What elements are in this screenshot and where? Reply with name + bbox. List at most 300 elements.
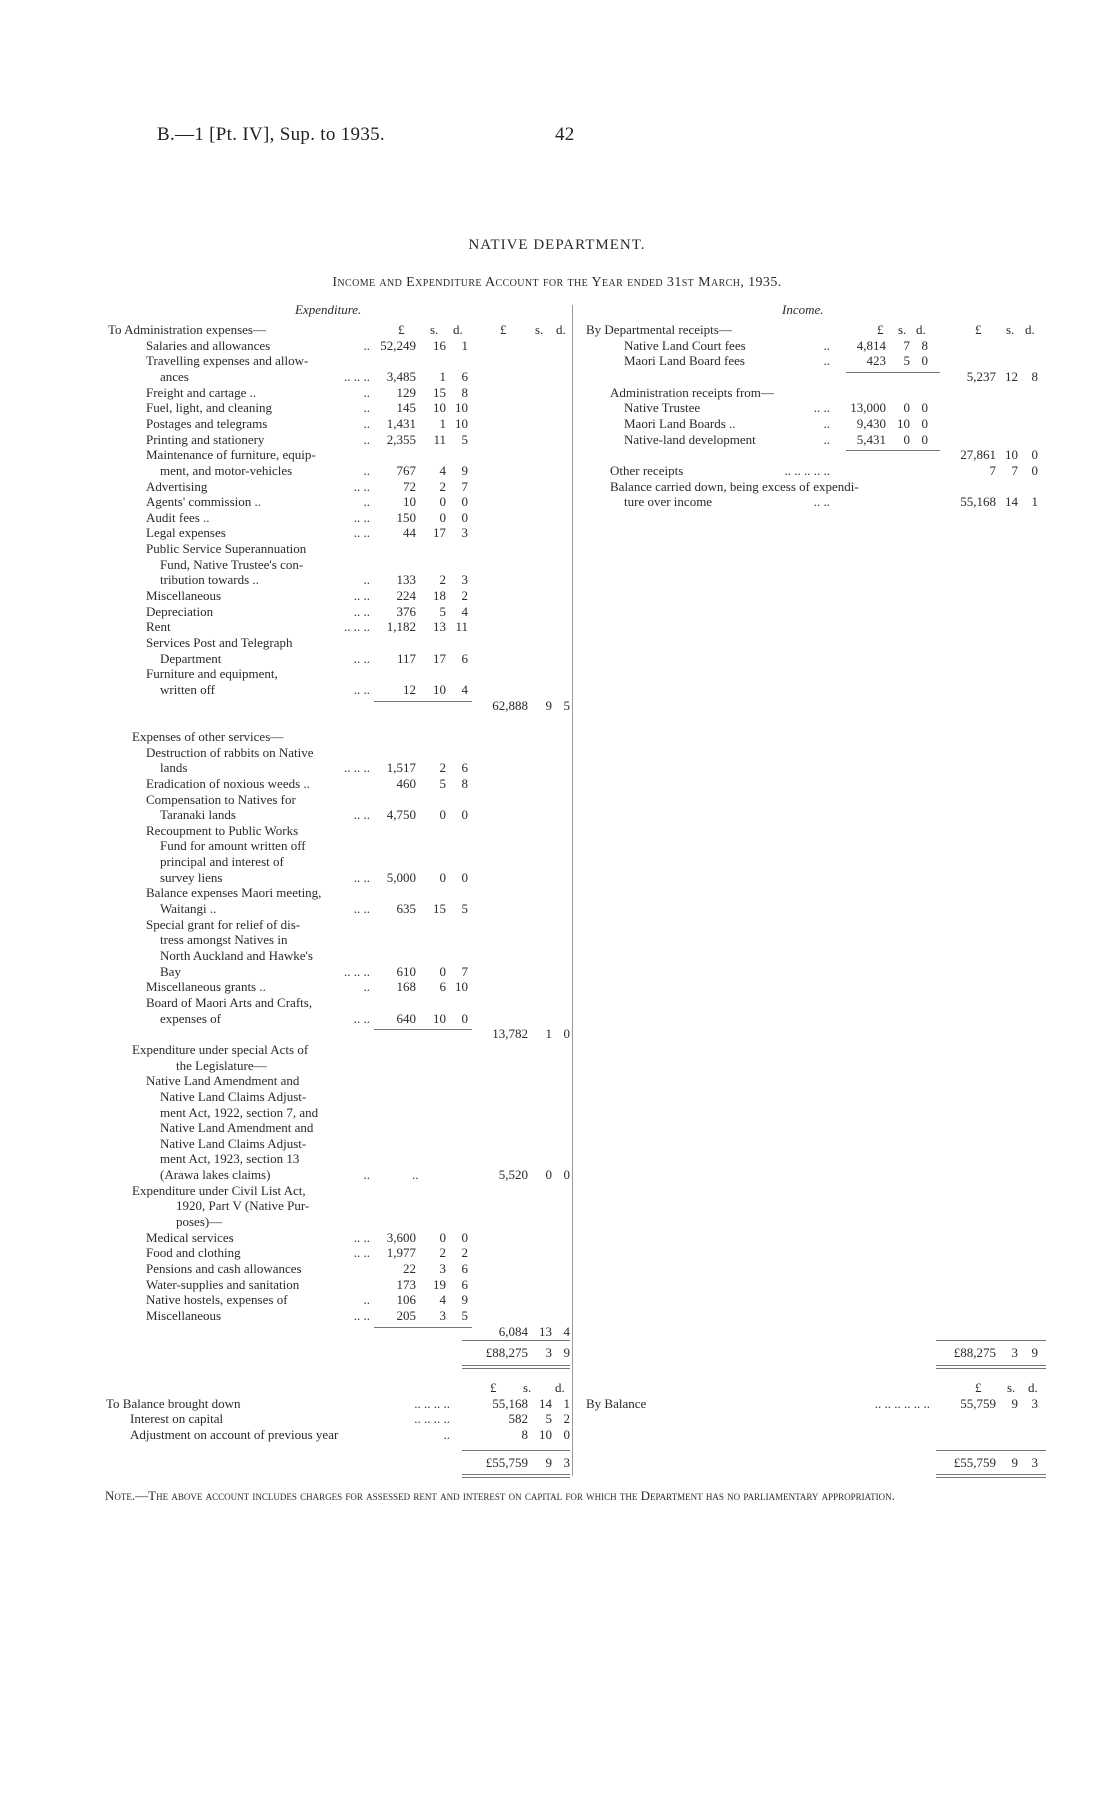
exp-row: [0, 525, 1114, 541]
exp-inner-s: 11: [433, 431, 446, 447]
inc-row: [0, 463, 1114, 479]
exp-outer-s: 0: [545, 1167, 552, 1183]
exp-inner-d: 11: [455, 619, 468, 635]
bal-left-leader: .. .. .. ..: [414, 1411, 450, 1427]
exp-inner-s: 0: [439, 807, 446, 823]
exp-label: 1920, Part V (Native Pur-: [176, 1198, 310, 1214]
exp-label: ment Act, 1922, section 7, and: [160, 1104, 319, 1120]
exp-row: [0, 948, 1114, 964]
exp-row: [0, 666, 1114, 682]
exp-inner-l: 129: [396, 384, 416, 400]
exp-label: Destruction of rabbits on Native: [146, 744, 314, 760]
exp-row: [0, 604, 1114, 620]
exp-label: Department: [160, 650, 222, 666]
exp-inner-s: 0: [439, 963, 446, 979]
bal-left-unit-shilling: s.: [523, 1380, 532, 1395]
exp-inner-d: 6: [461, 1261, 468, 1276]
exp-inner-l: 106: [396, 1292, 416, 1308]
exp-row: [0, 1058, 1114, 1074]
bal-left-total-rule-bottom: [462, 1474, 570, 1475]
exp-row: [0, 807, 1114, 823]
exp-unit-pound: £: [398, 322, 405, 337]
inc-inner-s: 10: [897, 415, 910, 431]
exp-label: Native Land Claims Adjust-: [160, 1088, 307, 1104]
exp-inner-d: 3: [461, 525, 468, 541]
exp-outer-d: 5: [563, 697, 570, 713]
bal-right-outer-l: 55,759: [960, 1395, 996, 1411]
exp-row: [0, 572, 1114, 588]
inc-inner-l: 5,431: [856, 431, 886, 447]
inc-total-rule-bottom: [936, 1365, 1046, 1366]
exp-inner-d: 0: [461, 509, 468, 525]
inc-inner-s: 0: [903, 431, 910, 447]
exp-row: [0, 854, 1114, 870]
exp-inner-l: 44: [403, 525, 416, 541]
exp-leader: .. ..: [353, 1229, 370, 1245]
exp-row: [0, 1042, 1114, 1058]
exp-inner-d: 3: [461, 572, 468, 588]
exp-row: [0, 1120, 1114, 1136]
exp-outer-s: 1: [545, 1026, 552, 1042]
bal-left-row: [0, 1411, 1114, 1427]
exp-leader: ..: [363, 337, 370, 353]
exp-inner-s: 0: [439, 509, 446, 525]
inc-label: By Departmental receipts—: [586, 322, 732, 337]
exp-outer-d: 0: [563, 1167, 570, 1183]
exp-inner-s: 5: [439, 775, 446, 791]
exp-label: Waitangi ..: [160, 901, 217, 917]
exp-inner-l: 376: [396, 603, 416, 619]
inc-unit-shilling: s.: [898, 322, 907, 337]
inc-label: Maori Land Boards ..: [624, 415, 736, 431]
inc-row: [0, 338, 1114, 354]
bal-left-row: [0, 1427, 1114, 1443]
document-subtitle: Income and Expenditure Account for the Year ended 31st March, 1935.: [332, 275, 782, 290]
exp-total-d: 9: [563, 1345, 570, 1360]
exp-outer-d: 4: [563, 1323, 570, 1339]
inc-inner-s: 5: [903, 353, 910, 369]
exp-inner-s: 4: [439, 1292, 446, 1308]
inc-total-l: £88,275: [953, 1345, 996, 1360]
exp-row: [0, 870, 1114, 886]
exp-outer-d: 0: [563, 1026, 570, 1042]
inc-unit-pound: £: [877, 322, 884, 337]
inc-inner-d: 0: [921, 353, 928, 369]
inc-outer-s: 12: [1005, 368, 1018, 384]
exp-leader: .. ..: [353, 588, 370, 604]
exp-inner-l: 4,750: [386, 807, 416, 823]
inc-row: [0, 369, 1114, 385]
exp-inner-l: 12: [403, 681, 416, 697]
inc-leader: .. .. .. .. ..: [784, 462, 830, 478]
exp-row: [0, 792, 1114, 808]
exp-leader: .. ..: [353, 1307, 370, 1323]
bal-right-row: [0, 1396, 1114, 1412]
bal-left-label: Adjustment on account of previous year: [130, 1426, 339, 1442]
exp-row: [0, 1183, 1114, 1199]
exp-inner-l: 460: [396, 775, 416, 791]
exp-inner-d: 6: [461, 1276, 468, 1292]
exp-leader: ..: [363, 1292, 370, 1308]
inc-label: Maori Land Board fees: [624, 353, 745, 369]
exp-label: ances: [160, 368, 189, 384]
exp-outer-l: 6,084: [498, 1323, 528, 1339]
bal-right-outer-s: 9: [1011, 1395, 1018, 1411]
exp-row: [0, 1261, 1114, 1277]
inc-outer-d: 8: [1031, 368, 1038, 384]
exp-label: Expenditure under Civil List Act,: [132, 1182, 306, 1198]
exp-label: Travelling expenses and allow-: [146, 353, 309, 369]
bal-left-total-l: £55,759: [485, 1454, 528, 1470]
inc-outer-unit-pound: £: [975, 322, 982, 337]
expenditure-heading: Expenditure.: [295, 302, 362, 317]
exp-label: principal and interest of: [160, 854, 284, 870]
balance-divider: [572, 1378, 573, 1476]
exp-inner-s: 10: [433, 681, 446, 697]
exp-row: [0, 588, 1114, 604]
bal-right-label: By Balance: [586, 1395, 647, 1411]
exp-row: [0, 729, 1114, 745]
exp-label: Maintenance of furniture, equip-: [146, 447, 316, 463]
exp-row: [0, 619, 1114, 635]
exp-label: Native Land Amendment and: [146, 1073, 300, 1089]
bal-left-label: Interest on capital: [130, 1411, 224, 1427]
exp-label: Depreciation: [146, 603, 214, 619]
exp-row: [0, 1292, 1114, 1308]
bal-right-total-rule-bottom-2: [936, 1477, 1046, 1478]
exp-label: Legal expenses: [146, 525, 226, 541]
exp-label: written off: [160, 681, 215, 697]
exp-leader: .. ..: [353, 478, 370, 494]
exp-label: Pensions and cash allowances: [146, 1261, 302, 1276]
exp-row: [0, 995, 1114, 1011]
bal-left-outer-d: 1: [563, 1395, 570, 1411]
exp-row: [0, 1245, 1114, 1261]
exp-inner-d: 2: [461, 588, 468, 604]
exp-inner-l: 224: [396, 588, 416, 604]
exp-row: [0, 1105, 1114, 1121]
exp-inner-l: 2,355: [386, 431, 416, 447]
exp-row: [0, 1277, 1114, 1293]
exp-row: [0, 1230, 1114, 1246]
exp-inner-l: 72: [403, 478, 416, 494]
bal-left-leader: .. .. .. ..: [414, 1395, 450, 1411]
exp-inner-s: 0: [439, 494, 446, 510]
exp-leader: .. .. ..: [344, 963, 370, 979]
exp-inner-s: 5: [439, 603, 446, 619]
inc-outer-s: 10: [1005, 447, 1018, 463]
exp-inner-d: 7: [461, 478, 468, 494]
exp-total-rule-top: [462, 1340, 570, 1341]
exp-total-s: 3: [545, 1345, 552, 1360]
exp-label: ment, and motor-vehicles: [160, 462, 293, 478]
exp-label: Salaries and allowances: [146, 337, 271, 353]
exp-row: [0, 901, 1114, 917]
exp-label: Fuel, light, and cleaning: [146, 400, 273, 416]
exp-label: Public Service Superannuation: [146, 541, 307, 557]
exp-row: [0, 823, 1114, 839]
inc-outer-unit-pence: d.: [1025, 322, 1035, 337]
inc-row: [0, 385, 1114, 401]
inc-outer-l: 27,861: [960, 447, 996, 463]
inc-leader: .. ..: [813, 494, 830, 510]
exp-inner-l: 640: [396, 1010, 416, 1026]
inc-leader: ..: [823, 431, 830, 447]
exp-inner-s: 19: [433, 1276, 446, 1292]
inc-total-s: 3: [1011, 1345, 1018, 1360]
inc-total-rule-top: [936, 1340, 1046, 1341]
exp-row: [0, 635, 1114, 651]
bal-left-total-rule-top: [462, 1450, 570, 1451]
exp-label: Food and clothing: [146, 1245, 241, 1261]
exp-label: Miscellaneous: [146, 588, 222, 604]
exp-label: Medical services: [146, 1229, 234, 1245]
inc-row: [0, 494, 1114, 510]
exp-inner-l: 173: [396, 1276, 416, 1292]
exp-label: Balance expenses Maori meeting,: [146, 885, 322, 901]
exp-inner-d: 0: [461, 1229, 468, 1245]
exp-inner-d: 2: [461, 1245, 468, 1261]
inc-inner-l: 9,430: [856, 415, 886, 431]
exp-label: Audit fees ..: [146, 509, 210, 525]
exp-row: [0, 1167, 1114, 1183]
exp-label: Rent: [146, 619, 171, 635]
exp-inner-s: 2: [439, 572, 446, 588]
exp-inner-d: 0: [461, 807, 468, 823]
exp-inner-l: 3,485: [386, 368, 416, 384]
exp-leader: ..: [363, 572, 370, 588]
bal-right-leader: .. .. .. .. .. ..: [874, 1395, 930, 1411]
exp-label: Expenditure under special Acts of: [132, 1041, 309, 1057]
inc-unit-pence: d.: [916, 322, 926, 337]
inc-row: [0, 432, 1114, 448]
exp-leader: .. ..: [353, 1010, 370, 1026]
exp-inner-d: 0: [461, 494, 468, 510]
inc-outer-unit-shilling: s.: [1006, 322, 1015, 337]
exp-row: [0, 1324, 1114, 1340]
exp-inner-s: 10: [433, 1010, 446, 1026]
exp-row: [0, 1089, 1114, 1105]
exp-leader: .. ..: [353, 603, 370, 619]
inc-inner-d: 0: [921, 415, 928, 431]
exp-inner-l: 767: [396, 462, 416, 478]
bal-right-total-rule-top: [936, 1450, 1046, 1451]
document-title: NATIVE DEPARTMENT.: [468, 237, 646, 253]
inc-outer-l: 5,237: [966, 368, 996, 384]
exp-inner-l: 635: [396, 901, 416, 917]
exp-row: [0, 1198, 1114, 1214]
exp-inner-d: 9: [461, 1292, 468, 1308]
inc-label: Native Land Court fees: [624, 337, 746, 353]
exp-inner-s: 15: [433, 384, 446, 400]
exp-inner-d: 5: [461, 431, 468, 447]
exp-inner-d: 8: [461, 384, 468, 400]
exp-inner-d: 7: [461, 963, 468, 979]
inc-inner-d: 0: [921, 431, 928, 447]
exp-inner-s: 0: [439, 1229, 446, 1245]
bal-left-total-rule-bottom-2: [462, 1477, 570, 1478]
exp-label: Miscellaneous grants ..: [146, 979, 266, 995]
inc-outer-l: 7: [989, 462, 996, 478]
exp-leader: ..: [363, 1167, 370, 1183]
exp-label: lands: [160, 760, 188, 776]
exp-inner-l: 1,977: [386, 1245, 416, 1261]
inc-inner-s: 0: [903, 400, 910, 416]
inc-total-d: 9: [1031, 1345, 1038, 1360]
bal-left-outer-l: 8: [521, 1426, 528, 1442]
totals-row: [0, 1345, 1114, 1361]
exp-row: [0, 838, 1114, 854]
exp-outer-s: 9: [545, 697, 552, 713]
inc-label: Native-land development: [624, 431, 756, 447]
exp-label: Taranaki lands: [160, 807, 236, 823]
exp-inner-d: 10: [455, 400, 468, 416]
exp-inner-s: 2: [439, 760, 446, 776]
exp-inner-s: 6: [439, 979, 446, 995]
page-number: 42: [555, 124, 575, 145]
exp-inner-s: 18: [433, 588, 446, 604]
inc-inner-l: 13,000: [850, 400, 886, 416]
exp-row: [0, 885, 1114, 901]
exp-leader: .. ..: [353, 650, 370, 666]
exp-inner-l: 133: [396, 572, 416, 588]
exp-outer-unit-pound: £: [500, 322, 507, 337]
exp-label: To Administration expenses—: [108, 322, 266, 337]
exp-inner-l: 150: [396, 509, 416, 525]
exp-outer-l: 62,888: [492, 697, 528, 713]
exp-unit-pence: d.: [453, 322, 463, 337]
inc-inner-d: 0: [921, 400, 928, 416]
exp-row: [0, 964, 1114, 980]
exp-inner-l: 10: [403, 494, 416, 510]
exp-inner-l: 22: [403, 1261, 416, 1276]
bal-left-outer-s: 14: [539, 1395, 552, 1411]
inc-inner-d: 8: [921, 337, 928, 353]
exp-label: Native Land Claims Adjust-: [160, 1135, 307, 1151]
exp-label: the Legislature—: [176, 1057, 267, 1073]
bal-right-total-s: 9: [1011, 1454, 1018, 1470]
exp-row: [0, 682, 1114, 698]
exp-inner-s: 3: [439, 1307, 446, 1323]
exp-label: Fund for amount written off: [160, 838, 306, 854]
inc-label: Balance carried down, being excess of expendi-: [610, 478, 859, 494]
exp-row: [0, 1136, 1114, 1152]
exp-row: [0, 1026, 1114, 1042]
exp-inner-d: 6: [461, 368, 468, 384]
bal-left-outer-d: 2: [563, 1411, 570, 1427]
exp-row: [0, 1214, 1114, 1230]
exp-leader: .. ..: [353, 509, 370, 525]
bal-right-outer-d: 3: [1031, 1395, 1038, 1411]
inc-label: Administration receipts from—: [610, 384, 774, 400]
exp-total-rule-bottom-2: [462, 1368, 570, 1369]
exp-row: [0, 651, 1114, 667]
exp-inner-s: 10: [433, 400, 446, 416]
exp-label: Special grant for relief of dis-: [146, 916, 301, 932]
exp-label: (Arawa lakes claims): [160, 1167, 271, 1183]
inc-inner-l: 423: [866, 353, 886, 369]
exp-inner-l: 117: [396, 650, 416, 666]
exp-label: tribution towards ..: [160, 572, 259, 588]
exp-label: Native hostels, expenses of: [146, 1292, 288, 1308]
exp-inner-d: 6: [461, 760, 468, 776]
inc-label: Native Trustee: [624, 400, 701, 416]
exp-inner-s: 2: [439, 478, 446, 494]
exp-inner-l: 1,431: [386, 415, 416, 431]
inc-leader: .. ..: [813, 400, 830, 416]
exp-leader: .. ..: [353, 869, 370, 885]
inc-outer-d: 0: [1031, 462, 1038, 478]
exp-label: Services Post and Telegraph: [146, 635, 293, 650]
exp-leader: .. ..: [353, 681, 370, 697]
exp-label: Miscellaneous: [146, 1307, 222, 1323]
exp-outer-l: 13,782: [492, 1026, 528, 1042]
inc-label: Other receipts: [610, 462, 684, 478]
exp-row: [0, 557, 1114, 573]
exp-leader: ..: [363, 979, 370, 995]
exp-label: Recoupment to Public Works: [146, 822, 299, 838]
inc-row: [0, 479, 1114, 495]
exp-leader: .. .. ..: [344, 760, 370, 776]
exp-row: [0, 698, 1114, 714]
bal-left-unit-pence: d.: [555, 1380, 565, 1395]
exp-leader: ..: [363, 494, 370, 510]
exp-inner-l: 610: [396, 963, 416, 979]
exp-outer-unit-shilling: s.: [535, 322, 544, 337]
footnote-text: Note.—The above account includes charges for assessed rent and interest on capital for which the Department has no parliamentary appropriation.: [105, 1488, 895, 1503]
exp-inner-d: 5: [461, 1307, 468, 1323]
exp-inner-d: 5: [461, 901, 468, 917]
exp-inner-d: 6: [461, 650, 468, 666]
bal-right-total-rule-bottom: [936, 1474, 1046, 1475]
inc-leader: ..: [823, 337, 830, 353]
bal-left-outer-s: 5: [545, 1411, 552, 1427]
exp-inner-s: 15: [433, 901, 446, 917]
exp-row: [0, 1308, 1114, 1324]
exp-label: Furniture and equipment,: [146, 666, 278, 682]
exp-leader: .. ..: [353, 901, 370, 917]
exp-inner-s: 1: [439, 415, 446, 431]
exp-inner-d: 0: [461, 1010, 468, 1026]
exp-label: Compensation to Natives for: [146, 791, 296, 807]
exp-inner-d: 4: [461, 681, 468, 697]
exp-row: [0, 979, 1114, 995]
bal-right-total-l: £55,759: [953, 1454, 996, 1470]
inc-inner-l: 4,814: [856, 337, 886, 353]
exp-label: Bay: [160, 963, 181, 979]
exp-inner-d: 10: [455, 415, 468, 431]
bal-right-unit-shilling: s.: [1007, 1380, 1016, 1395]
exp-row: [0, 1151, 1114, 1167]
income-heading: Income.: [782, 302, 824, 317]
exp-inner-s: 16: [433, 337, 446, 353]
exp-inner-l: 5,000: [386, 869, 416, 885]
bal-left-outer-s: 10: [539, 1426, 552, 1442]
footnote: [105, 1488, 1043, 1504]
exp-label: Eradication of noxious weeds ..: [146, 775, 310, 791]
exp-outer-unit-pence: d.: [556, 322, 566, 337]
inc-row: [0, 400, 1114, 416]
exp-inner-s: 13: [433, 619, 446, 635]
inc-row: [0, 447, 1114, 463]
inc-row: [0, 322, 1114, 338]
exp-leader: .. .. ..: [344, 619, 370, 635]
inc-row: [0, 416, 1114, 432]
exp-label: Native Land Amendment and: [160, 1120, 314, 1136]
exp-leader: ..: [363, 384, 370, 400]
exp-inner-l: 52,249: [380, 337, 416, 353]
exp-row: [0, 760, 1114, 776]
